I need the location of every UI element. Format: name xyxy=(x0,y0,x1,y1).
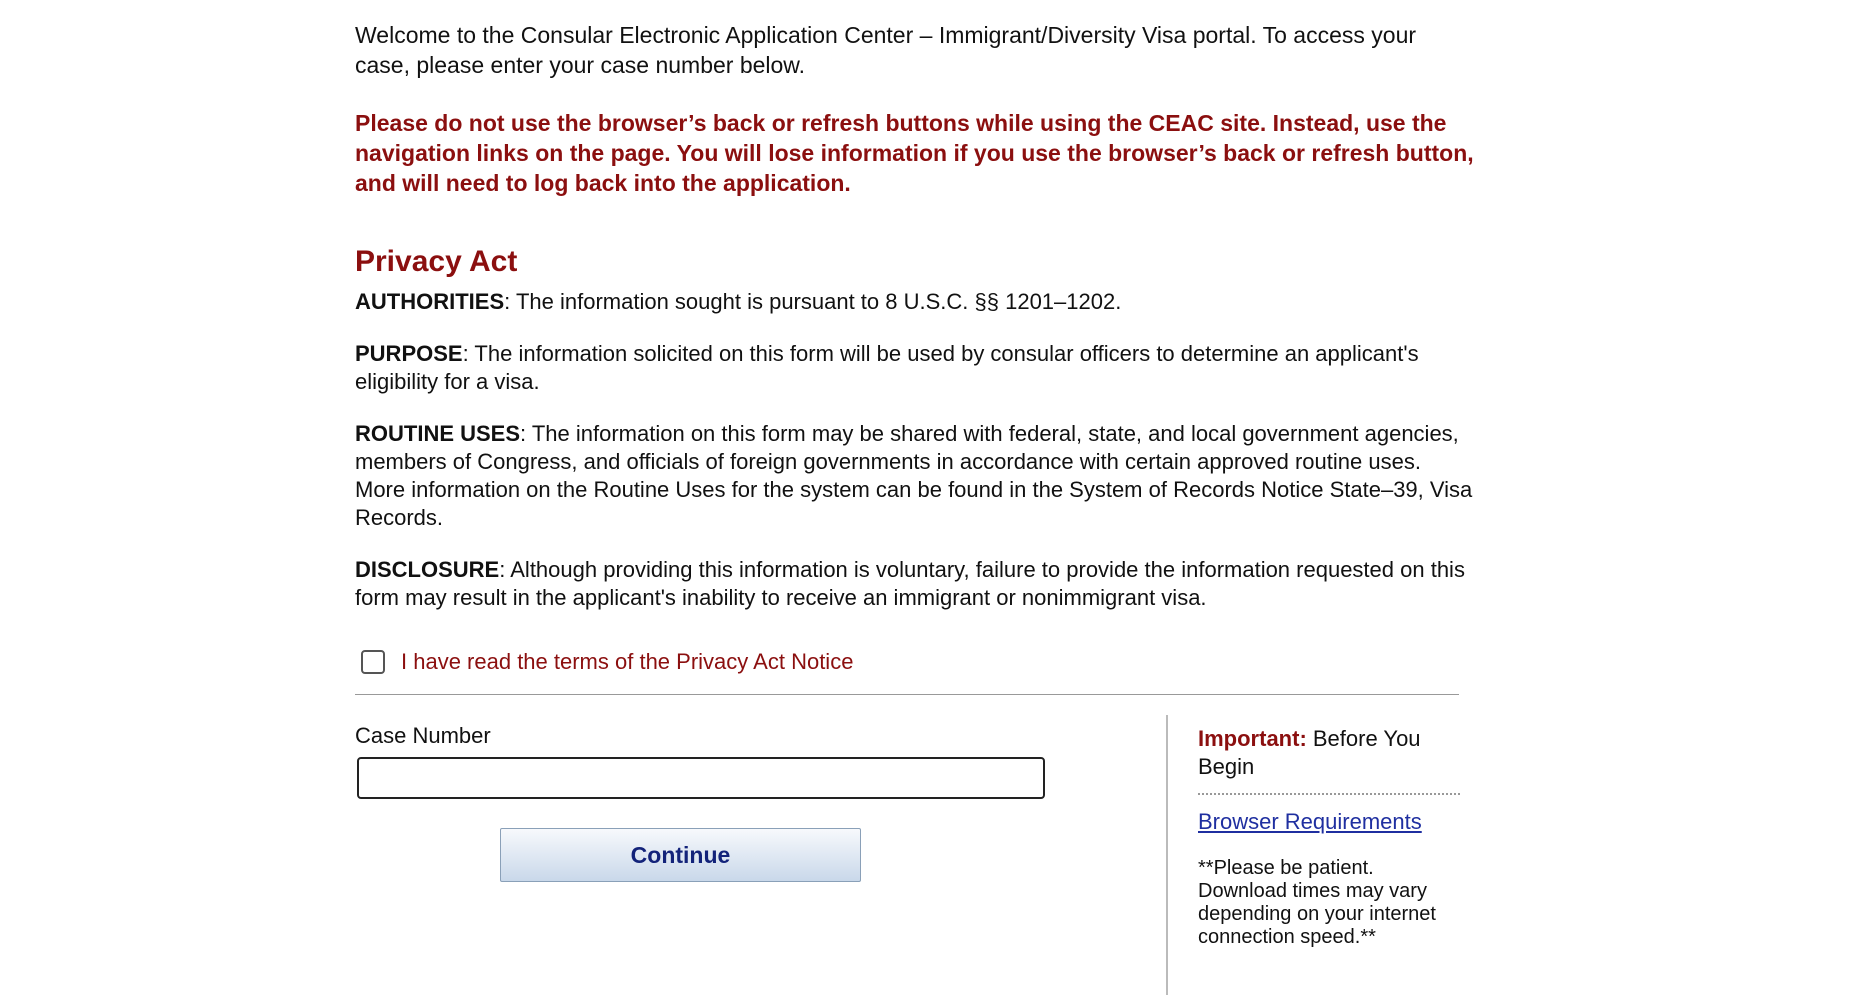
disclosure-paragraph xyxy=(355,556,1475,612)
privacy-agree-label[interactable]: I have read the terms of the Privacy Act Notice xyxy=(401,649,854,674)
privacy-agree-checkbox[interactable] xyxy=(361,650,385,674)
main-content xyxy=(355,0,1475,995)
disclosure-label: DISCLOSURE xyxy=(355,557,500,582)
routine-uses-text: : The information on this form may be shared with federal, state, and local government agencies, members of Congress, and officials of foreign governments in accordance with certain approved routine uses. More information on the Routine Uses for the system can be found in the System of Records Notice State–39, Visa Records. xyxy=(355,421,1473,530)
case-number-section xyxy=(355,695,1475,995)
purpose-paragraph xyxy=(355,340,1475,396)
authorities-paragraph xyxy=(355,288,1475,316)
important-notice xyxy=(1198,725,1460,781)
privacy-act-title: Privacy Act xyxy=(355,245,518,278)
authorities-text: : The information sought is pursuant to 8 U.S.C. §§ 1201–1202. xyxy=(504,289,1122,314)
patience-note: **Please be patient. Download times may vary depending on your internet connection speed.** xyxy=(1198,857,1436,948)
purpose-text: : The information solicited on this form will be used by consular officers to determine an applicant's eligibility for a visa. xyxy=(355,341,1419,394)
intro-text: Welcome to the Consular Electronic Application Center – Immigrant/Diversity Visa portal. To access your case, please enter your case number below. xyxy=(355,22,1417,78)
case-number-label: Case Number xyxy=(355,723,491,748)
warning-text: Please do not use the browser’s back or refresh buttons while using the CEAC site. Instead, use the navigation links on the page. You will lose information if you use the browser’s back or refresh button, and will need to log back into the application. xyxy=(355,110,1474,196)
browser-requirements-link[interactable]: Browser Requirements xyxy=(1198,809,1422,834)
sidebar-divider xyxy=(1166,715,1168,995)
disclosure-text: : Although providing this information is voluntary, failure to provide the information requested on this form may result in the applicant's inability to receive an immigrant or nonimmigrant visa. xyxy=(355,557,1465,610)
routine-uses-label: ROUTINE USES xyxy=(355,421,521,446)
case-number-input[interactable] xyxy=(357,757,1045,799)
important-label: Important: xyxy=(1198,726,1307,751)
privacy-agree-row xyxy=(355,644,1475,680)
authorities-label: AUTHORITIES xyxy=(355,289,505,314)
dotted-divider xyxy=(1198,793,1460,795)
important-text: Before You Begin xyxy=(1198,726,1421,779)
routine-uses-paragraph xyxy=(355,420,1475,532)
purpose-label: PURPOSE xyxy=(355,341,463,366)
continue-button[interactable]: Continue xyxy=(500,828,861,882)
info-sidebar xyxy=(1198,725,1460,949)
